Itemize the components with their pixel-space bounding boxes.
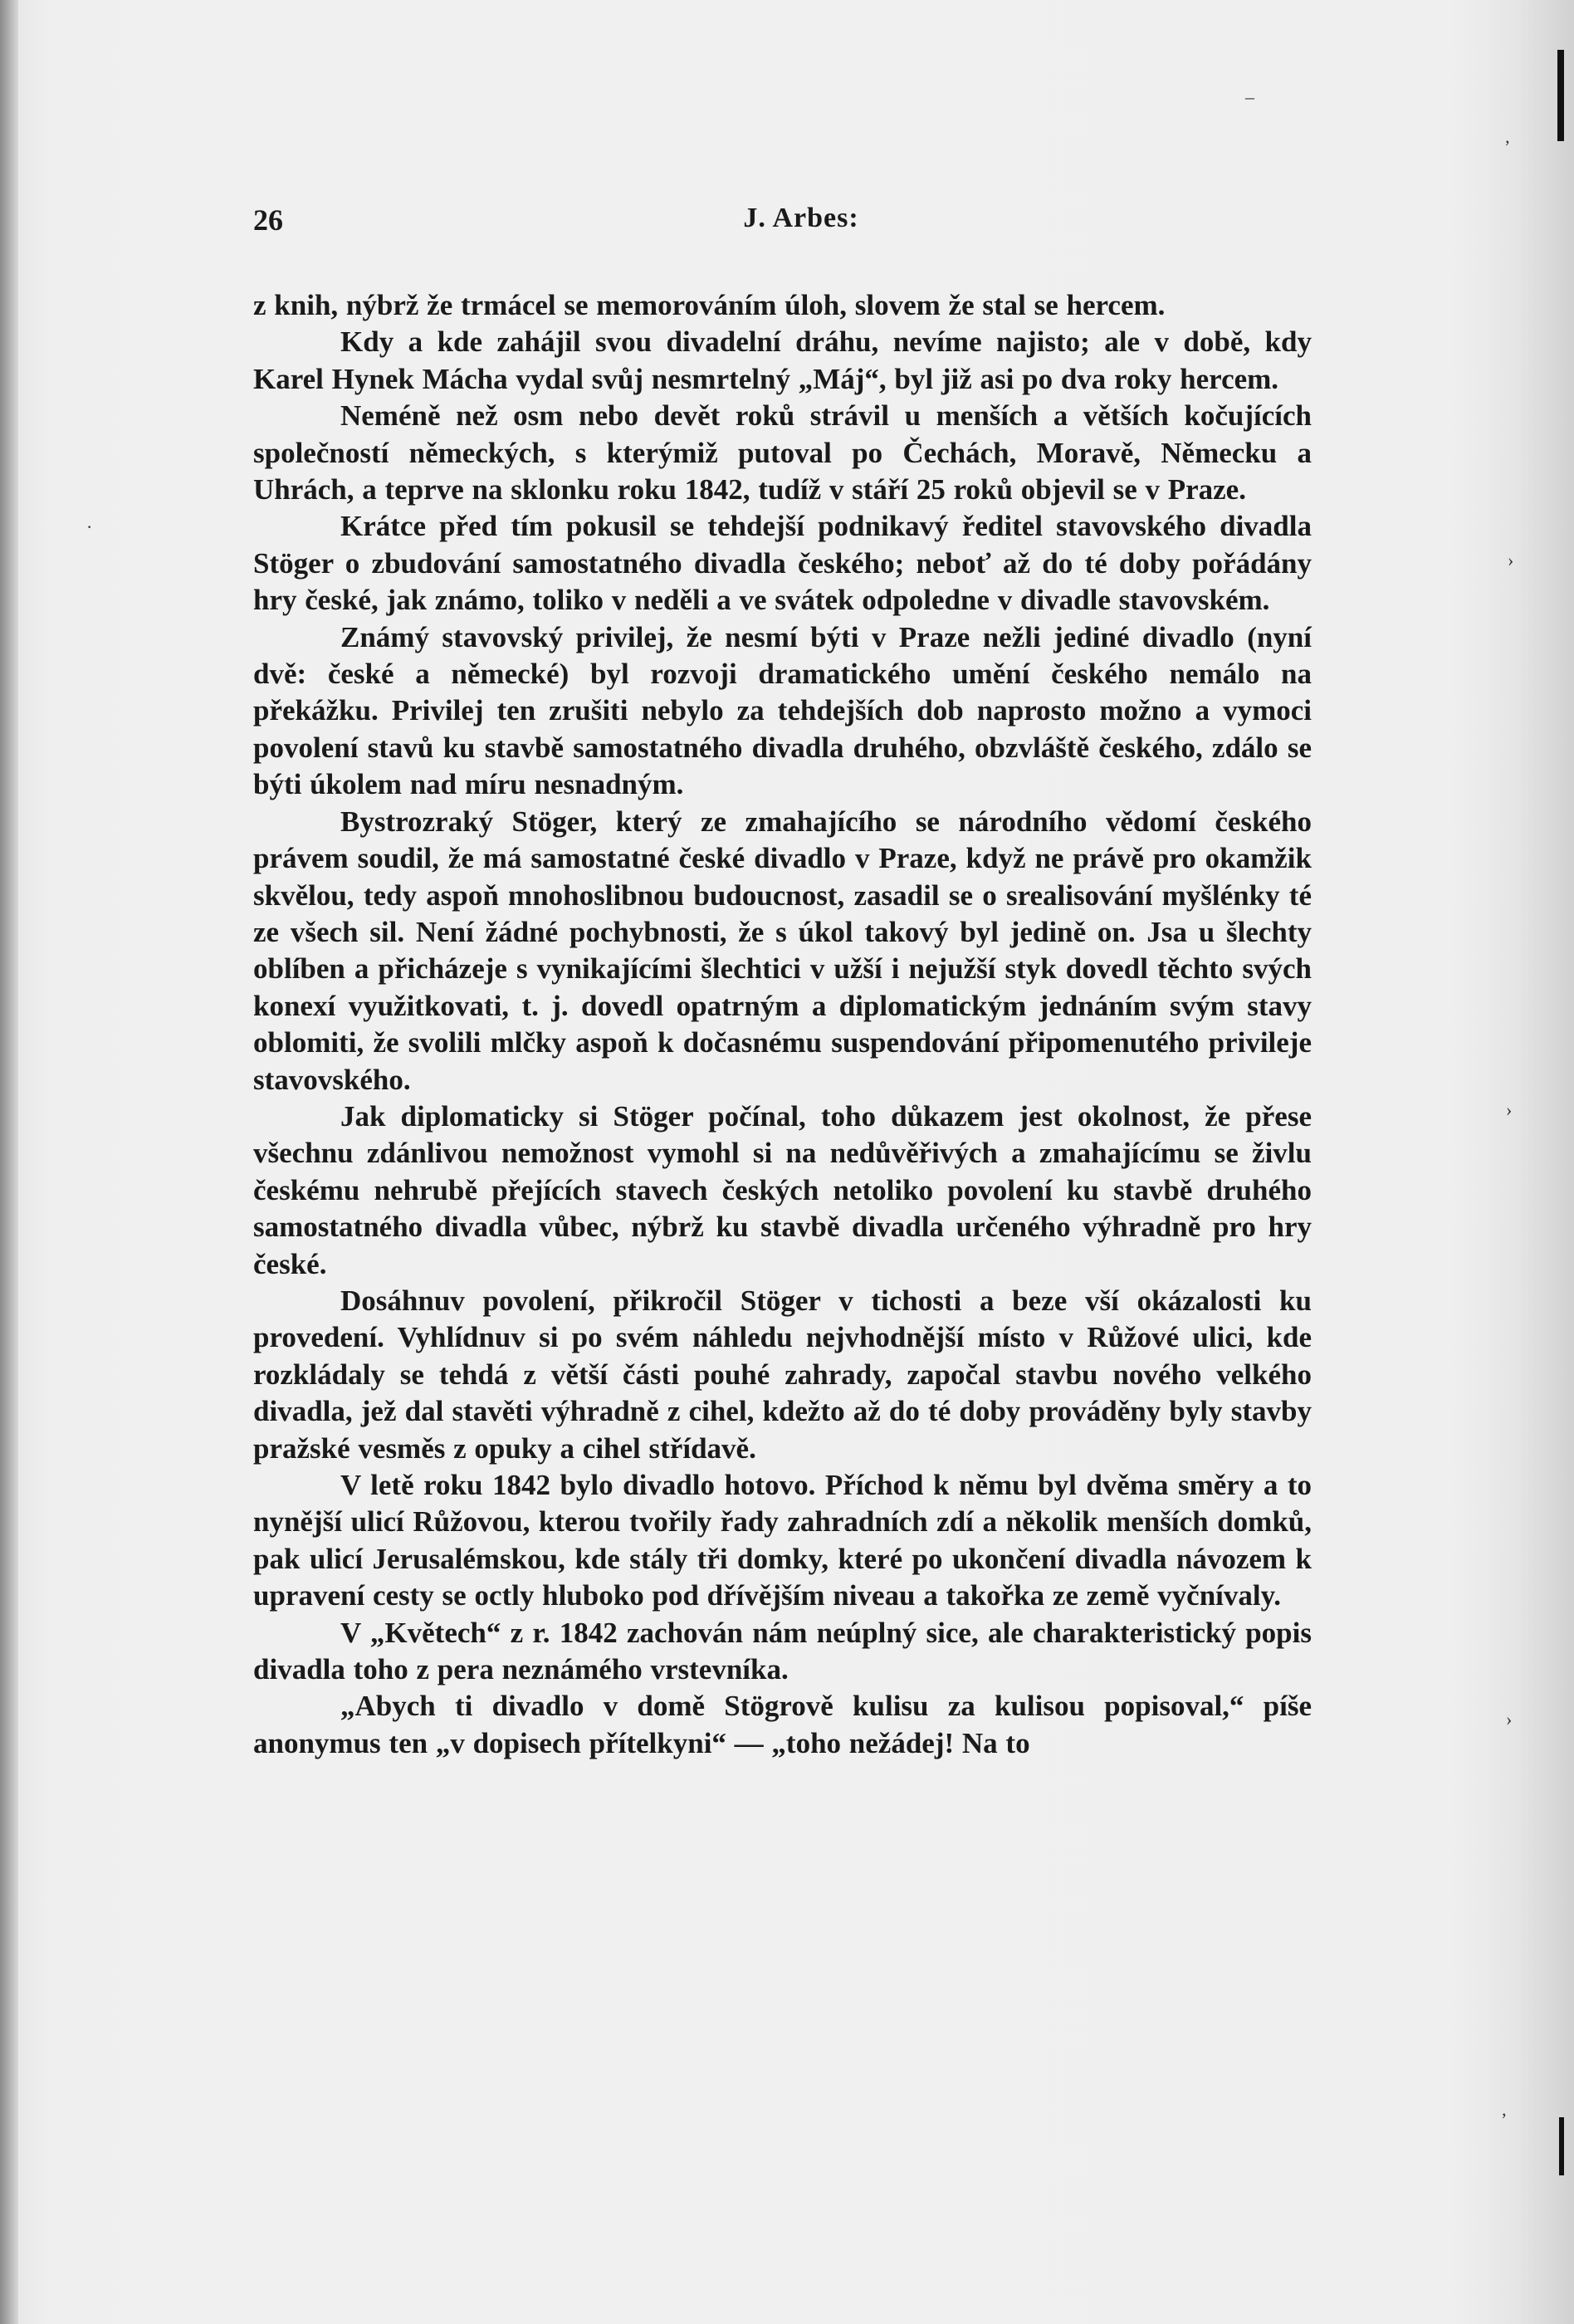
scan-right-edge <box>1516 0 1574 2324</box>
paragraph: Dosáhnuv povolení, přikročil Stöger v tichosti a beze vší okázalosti ku provedení. Vyhlídnuv si po svém náhledu nejvhodnější místo v Růžové ulici, kde rozkládaly se tehdá z větší části pouhé zahrady, započal stavbu nového velkého divadla, jež dal stavěti výhradně z cihel, kdežto až do té doby prováděny byly stavby pražské vesměs z opuky a cihel střídavě. <box>253 1284 1312 1465</box>
paragraph: Neméně než osm nebo devět roků strávil u menších a větších kočujících společností německých, s kterýmiž putoval po Čechách, Moravě, Německu a Uhrách, a teprve na sklonku roku 1842, tudíž v stáří 25 roků objevil se v Praze. <box>253 399 1312 506</box>
body-text <box>253 287 1312 1762</box>
page-header <box>253 203 1312 244</box>
paragraph: Bystrozraký Stöger, který ze zmahajícího se národního vědomí českého právem soudil, že má samostatné české divadlo v Praze, když ne právě pro okamžik skvělou, tedy aspoň mnohoslibnou budoucnost, zasadil se o srealisování myšlénky té ze všech sil. Není žádné pochybnosti, že s úkol takový byl jedině on. Jsa u šlechty oblíben a přicházeje s vynikajícími šlechtici v užší i nejužší styk dovedl těchto svých konexí využitkovati, t. j. dovedl opatrným a diplomatickým jednáním svým stavy oblomiti, že svolili mlčky aspoň k dočasnému suspendování připomenutého privileje stavovského. <box>253 805 1312 1096</box>
paragraph: „Abych ti divadlo v domě Stögrově kulisu za kulisou popisoval,“ píše anonymus ten „v dopisech přítelkyni“ — „toho nežádej! Na to <box>253 1690 1312 1759</box>
paragraph: V letě roku 1842 bylo divadlo hotovo. Příchod k němu byl dvěma směry a to nynější ulicí Růžovou, kterou tvořily řady zahradních zdí a několik menších domků, pak ulicí Jerusalémskou, kde stály tři domky, které po ukončení divadla návozem k upravení cesty se octly hluboko pod dřívějším niveau a takořka ze země vyčnívaly. <box>253 1469 1312 1612</box>
binding-mark-top <box>1557 50 1564 141</box>
paragraph: Známý stavovský privilej, že nesmí býti v Praze nežli jediné divadlo (nyní dvě: české a německé) byl rozvoji dramatického umění českého nemálo na překážku. Privilej ten zrušiti nebylo za tehdejších dob naprosto možno a vymoci povolení stavů ku stavbě samostatného divadla druhého, obzvláště českého, zdálo se býti úkolem nad míru nesnadným. <box>253 620 1312 801</box>
paragraph: V „Květech“ z r. 1842 zachován nám neúplný sice, ale charakteristický popis divadla toho z pera neznámého vrstevníka. <box>253 1616 1312 1686</box>
running-head: J. Arbes: <box>743 203 859 233</box>
scan-speck: ‚ <box>1501 2099 1508 2120</box>
page-number: 26 <box>253 203 283 237</box>
scan-speck: › <box>1506 1099 1513 1120</box>
paragraph: Jak diplomaticky si Stöger počínal, toho důkazem jest okolnost, že přese všechnu zdánlivou nemožnost vymohl si na nedůvěřivých a zmahajícímu se živlu českému nehrubě přejících stavech českých netoliko povolení ku stavbě druhého samostatného divadla vůbec, nýbrž ku stavbě divadla určeného výhradně pro hry české. <box>253 1099 1312 1280</box>
binding-mark-bottom <box>1559 2117 1564 2175</box>
paragraph: Kdy a kde zahájil svou divadelní dráhu, nevíme najisto; ale v době, kdy Karel Hynek Mácha vydal svůj nesmrtelný „Máj“, byl již asi po dva roky hercem. <box>253 325 1312 395</box>
scan-speck: › <box>1508 550 1514 570</box>
scan-left-shadow <box>0 0 18 2324</box>
paragraph: Krátce před tím pokusil se tehdejší podnikavý ředitel stavovského divadla Stöger o zbudování samostatného divadla českého; neboť až do té doby pořádány hry české, jak známo, toliko v neděli a ve svátek odpoledne v divadle stavovském. <box>253 510 1312 617</box>
scan-speck: ‚ <box>1504 126 1511 147</box>
scan-speck: · <box>86 516 93 537</box>
paragraph: z knih, nýbrž že trmácel se memorováním úloh, slovem že stal se hercem. <box>253 289 1166 321</box>
scan-speck: › <box>1506 1709 1513 1730</box>
scan-speck: – <box>1245 86 1254 107</box>
